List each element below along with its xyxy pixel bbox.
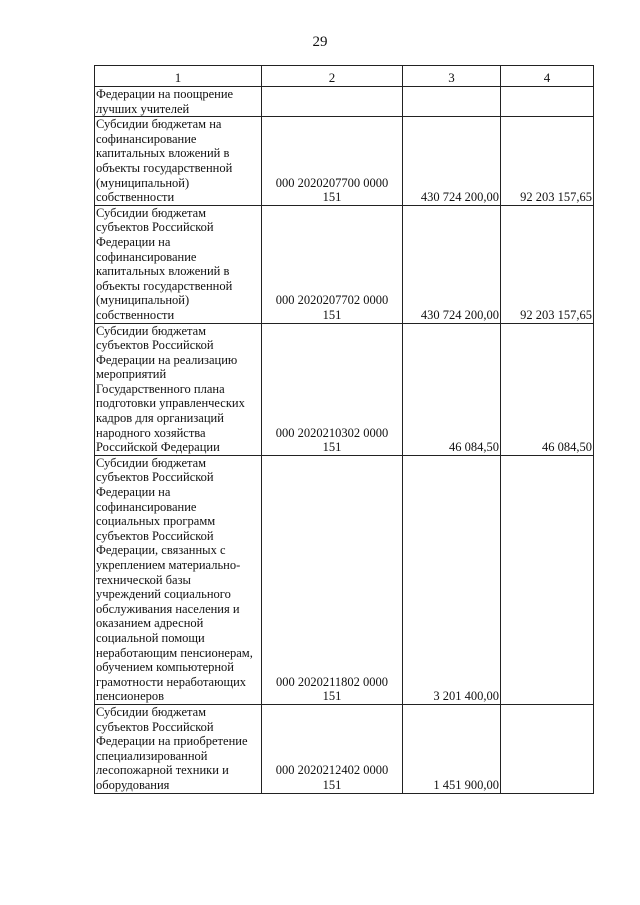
row-amount-col3 bbox=[403, 87, 501, 117]
row-amount-col3: 1 451 900,00 bbox=[403, 704, 501, 793]
row-name: Федерации на поощрение лучших учителей bbox=[95, 87, 262, 117]
row-code: 000 2020210302 0000 151 bbox=[262, 323, 403, 455]
header-col-4: 4 bbox=[501, 66, 594, 87]
row-amount-col3: 430 724 200,00 bbox=[403, 205, 501, 323]
row-name: Субсидии бюджетам субъектов Российской Федерации на софинансирование социальных программ субъектов Российской Федерации, связанных с укреплением материально- технической базы учреждений социального обслуживания населения и оказанием адресной социальной помощи неработающим пенсионерам, обучением компьютерной грамотности неработающих пенсионеров bbox=[95, 455, 262, 704]
header-col-2: 2 bbox=[262, 66, 403, 87]
row-amount-col4: 92 203 157,65 bbox=[501, 205, 594, 323]
row-amount-col3: 430 724 200,00 bbox=[403, 117, 501, 206]
row-name: Субсидии бюджетам субъектов Российской Федерации на приобретение специализированной лесопожарной техники и оборудования bbox=[95, 704, 262, 793]
row-amount-col4: 46 084,50 bbox=[501, 323, 594, 455]
row-amount-col3: 3 201 400,00 bbox=[403, 455, 501, 704]
row-amount-col4: 92 203 157,65 bbox=[501, 117, 594, 206]
header-col-1: 1 bbox=[95, 66, 262, 87]
row-code bbox=[262, 87, 403, 117]
table-row bbox=[95, 455, 594, 704]
row-name: Субсидии бюджетам субъектов Российской Федерации на софинансирование капитальных вложений в объекты государственной (муниципальной) собственности bbox=[95, 205, 262, 323]
page-number: 29 bbox=[312, 34, 328, 50]
header-col-3: 3 bbox=[403, 66, 501, 87]
row-name: Субсидии бюджетам на софинансирование капитальных вложений в объекты государственной (муниципальной) собственности bbox=[95, 117, 262, 206]
row-amount-col4 bbox=[501, 87, 594, 117]
row-code: 000 2020212402 0000 151 bbox=[262, 704, 403, 793]
budget-table bbox=[94, 65, 594, 794]
row-name: Субсидии бюджетам субъектов Российской Федерации на реализацию мероприятий Государственного плана подготовки управленческих кадров для организаций народного хозяйства Российской Федерации bbox=[95, 323, 262, 455]
table-row bbox=[95, 117, 594, 206]
row-amount-col4 bbox=[501, 704, 594, 793]
table-row bbox=[95, 704, 594, 793]
row-amount-col3: 46 084,50 bbox=[403, 323, 501, 455]
table-row bbox=[95, 87, 594, 117]
row-code: 000 2020207702 0000 151 bbox=[262, 205, 403, 323]
table-row bbox=[95, 323, 594, 455]
header-row bbox=[95, 66, 594, 87]
row-amount-col4 bbox=[501, 455, 594, 704]
table-row bbox=[95, 205, 594, 323]
row-code: 000 2020207700 0000 151 bbox=[262, 117, 403, 206]
row-code: 000 2020211802 0000 151 bbox=[262, 455, 403, 704]
